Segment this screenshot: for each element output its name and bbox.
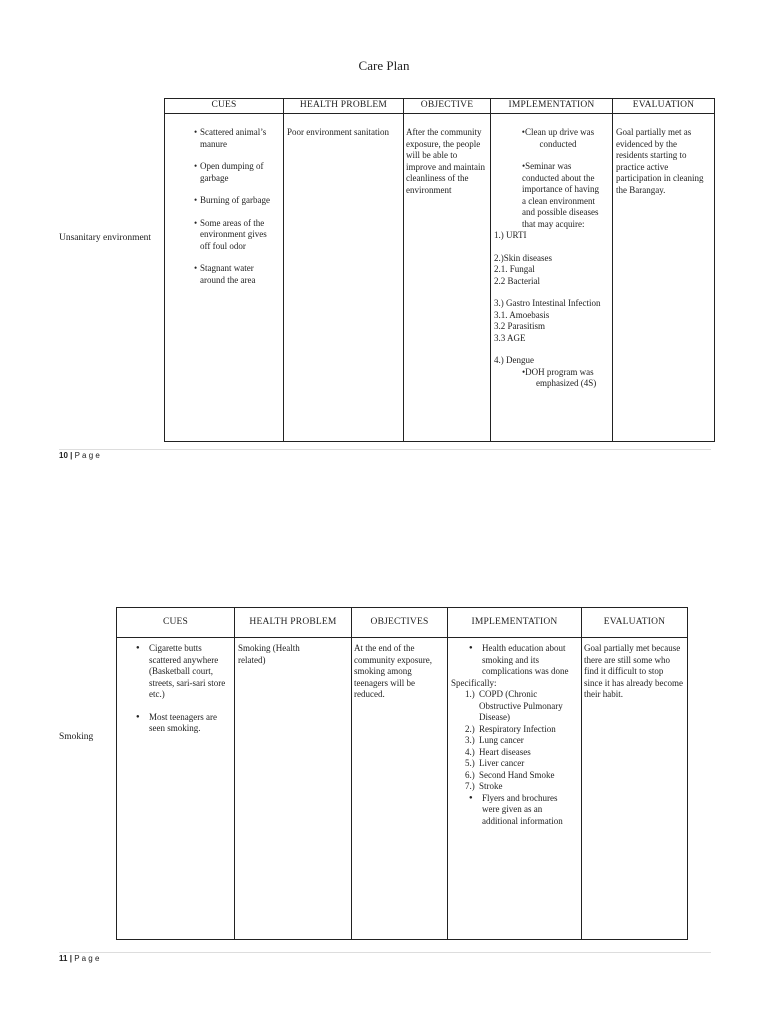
header-cues: CUES: [117, 608, 235, 638]
impl-line: 3.) Gastro Intestinal Infection: [494, 298, 601, 308]
impl-bullet: •Clean up drive was conducted: [521, 127, 595, 149]
implementation-cell: [491, 114, 613, 442]
page-footer-11: [59, 954, 99, 963]
objective-text: After the community exposure, the people will be able to improve and maintain cleanliness of the environment: [406, 127, 485, 195]
footer-rule: [59, 449, 711, 450]
header-implementation: IMPLEMENTATION: [448, 608, 582, 638]
evaluation-text: Goal partially met because there are still some who find it difficult to stop since it has already become their habit.: [584, 643, 683, 699]
evaluation-cell: [613, 114, 715, 442]
care-plan-table-2: [116, 607, 688, 940]
impl-specifically: Specifically:: [451, 677, 497, 688]
cue-item: • Stagnant water around the area: [194, 263, 277, 286]
impl-bullet: ● Health education about smoking and its complications was done: [469, 643, 577, 678]
header-evaluation: EVALUATION: [613, 99, 715, 114]
cues-cell: [117, 638, 235, 940]
objective-cell: [352, 638, 448, 940]
impl-line: 3.3 AGE: [494, 332, 526, 343]
objective-cell: [404, 114, 491, 442]
cue-item: • Some areas of the environment gives off foul odor: [194, 218, 277, 253]
impl-item: 6.) Second Hand Smoke: [465, 769, 555, 780]
impl-bullet: ● Flyers and brochures were given as an additional information: [469, 793, 577, 828]
health-problem-cell: [284, 114, 404, 442]
cue-item: ● Cigarette butts scattered anywhere (Basketball court, streets, sari-sari store etc.): [136, 643, 228, 701]
cue-item: • Open dumping of garbage: [194, 161, 277, 184]
impl-line: 3.2 Parasitism: [494, 321, 545, 331]
evaluation-text: Goal partially met as evidenced by the residents starting to practice active participation in cleaning the Barangay.: [616, 127, 704, 195]
side-label-unsanitary: Unsanitary environment: [59, 233, 152, 243]
header-objective: OBJECTIVE: [404, 99, 491, 114]
header-objectives: OBJECTIVES: [352, 608, 448, 638]
impl-item: 5.) Liver cancer: [465, 758, 525, 768]
health-problem-cell: [235, 638, 352, 940]
cue-item: ● Most teenagers are seen smoking.: [136, 712, 228, 735]
header-evaluation: EVALUATION: [582, 608, 688, 638]
page-word: P a g e: [74, 451, 100, 460]
page-separator: |: [69, 954, 72, 963]
impl-bullet: •Seminar was conducted about the importance of having a clean environment and possible diseases that may acquire:: [522, 161, 599, 229]
impl-line: 2.)Skin diseases: [494, 252, 552, 263]
footer-rule: [59, 952, 711, 953]
impl-item: 4.) Heart diseases: [465, 746, 531, 757]
page-number: 11: [59, 954, 68, 963]
impl-line: 4.) Dengue: [494, 355, 534, 365]
header-cues: CUES: [165, 99, 284, 114]
header-implementation: IMPLEMENTATION: [491, 99, 613, 114]
cue-item: • Burning of garbage: [194, 195, 277, 207]
page-separator: |: [70, 451, 73, 460]
impl-item: 2.) Respiratory Infection: [465, 723, 556, 734]
page-title: Care Plan: [358, 58, 410, 73]
impl-line: 1.) URTI: [494, 230, 527, 240]
header-health-problem: HEALTH PROBLEM: [284, 99, 404, 114]
objective-text: At the end of the community exposure, smoking among teenagers will be reduced.: [354, 643, 432, 699]
health-problem-text: Smoking (Health related): [238, 643, 300, 665]
impl-line: 2.2 Bacterial: [494, 275, 540, 286]
health-problem-text: Poor environment sanitation: [287, 127, 389, 137]
cues-cell: [165, 114, 284, 442]
impl-bullet: •DOH program was emphasized (4S): [522, 366, 597, 388]
evaluation-cell: [582, 638, 688, 940]
impl-line: 3.1. Amoebasis: [494, 309, 550, 320]
impl-item: 3.) Lung cancer: [465, 735, 524, 745]
impl-item: 7.) Stroke: [465, 781, 503, 791]
impl-item: 1.) COPD (Chronic Obstructive Pulmonary Disease): [465, 689, 563, 722]
page-number: 10: [59, 451, 68, 460]
header-health-problem: HEALTH PROBLEM: [235, 608, 352, 638]
care-plan-table-1: [164, 98, 715, 442]
side-label-smoking: Smoking: [59, 732, 94, 742]
page-word: P a g e: [74, 954, 100, 963]
implementation-cell: [448, 638, 582, 940]
impl-line: 2.1. Fungal: [494, 264, 535, 274]
page-footer-10: [59, 451, 100, 460]
cue-item: • Scattered animal’s manure: [194, 127, 277, 150]
